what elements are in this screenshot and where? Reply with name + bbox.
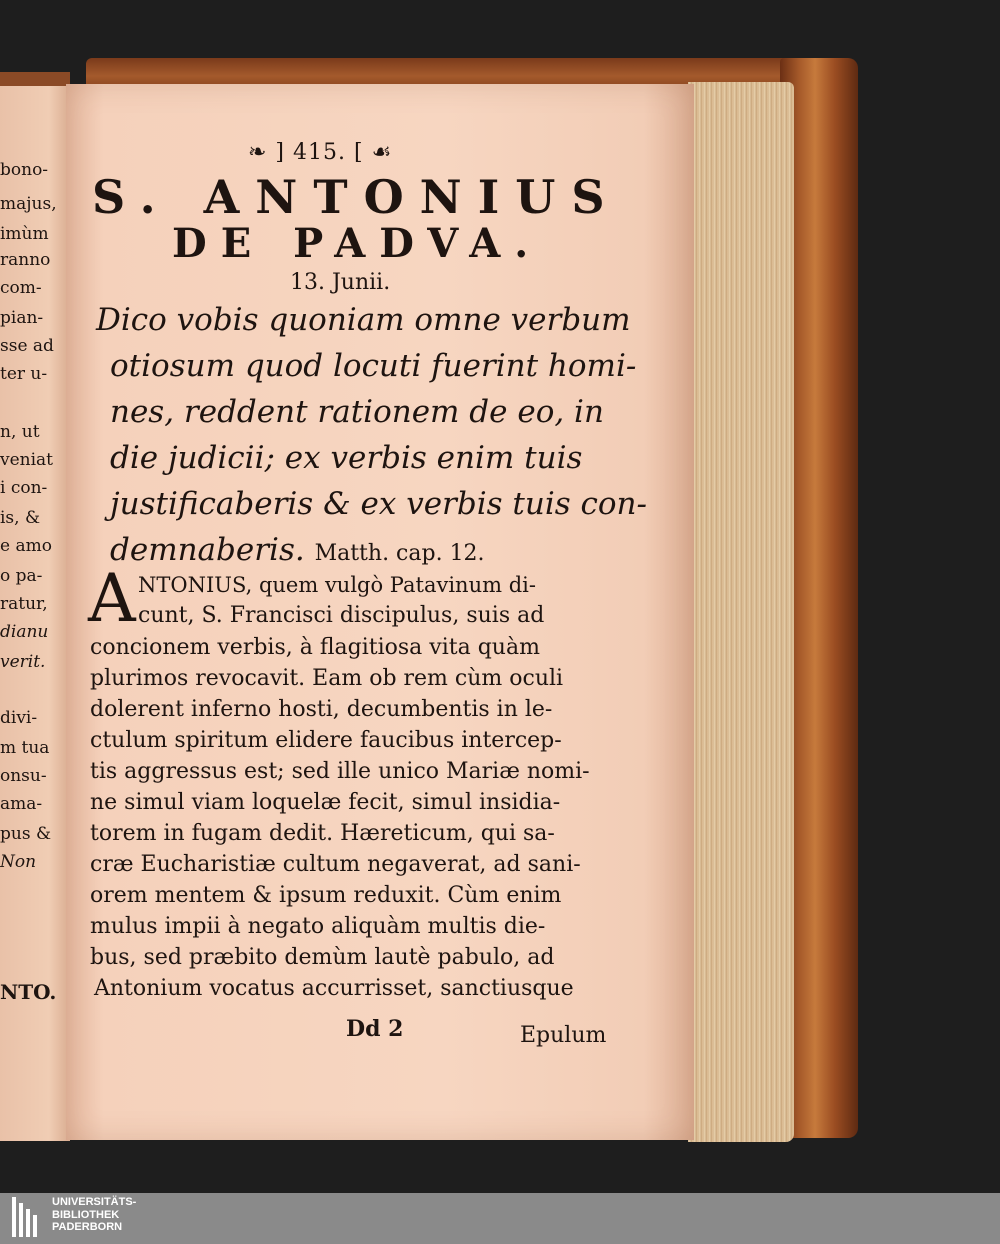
- page-title: S. ANTONIUS: [92, 170, 621, 224]
- left-page-line: is, &: [0, 508, 41, 528]
- body-line: bus, sed præbito demùm lautè pabulo, ad: [90, 945, 555, 970]
- body-line: torem in fugam dedit. Hæreticum, qui sa-: [90, 821, 555, 846]
- left-page-line: bono-: [0, 160, 49, 180]
- library-footer: [0, 1193, 1000, 1244]
- logo-line: PADERBORN: [52, 1221, 123, 1233]
- left-page-line: Non: [0, 852, 37, 872]
- body-line: cræ Eucharistiæ cultum negaverat, ad sani-: [90, 852, 581, 877]
- left-page-line: ratur,: [0, 594, 48, 614]
- drop-initial: A: [88, 560, 136, 637]
- body-line: tis aggressus est; sed ille unico Mariæ nomi-: [90, 759, 590, 784]
- left-page-line: n, ut: [0, 422, 40, 442]
- logo-line: BIBLIOTHEK: [52, 1208, 120, 1221]
- page-subtitle: DE PADVA.: [172, 220, 543, 267]
- feast-date: 13. Junii.: [290, 270, 391, 295]
- quote-line: die judicii; ex verbis enim tuis: [110, 440, 583, 476]
- left-page-line: imùm: [0, 224, 49, 244]
- body-line: Antonium vocatus accurrisset, sanctiusque: [94, 976, 574, 1001]
- body-line: ctulum spiritum elidere faucibus intercep-: [90, 728, 562, 753]
- library-logo-icon: [12, 1197, 42, 1237]
- body-line: cunt, S. Francisci discipulus, suis ad: [138, 603, 545, 628]
- fleuron-left-icon: ❧ ]: [248, 140, 286, 165]
- left-page-line: pus &: [0, 824, 52, 844]
- left-page-line: pian-: [0, 308, 44, 328]
- signature-mark: Dd 2: [346, 1016, 404, 1042]
- left-page-line: dianu: [0, 622, 49, 642]
- quote-closing-line: [110, 530, 485, 574]
- left-page-line: ranno: [0, 250, 51, 270]
- body-line: orem mentem & ipsum reduxit. Cùm enim: [90, 883, 562, 908]
- left-page-line: ama-: [0, 794, 43, 814]
- body-line: dolerent inferno hosti, decumbentis in le-: [90, 697, 553, 722]
- left-page-line: verit.: [0, 652, 46, 672]
- left-page-line: majus,: [0, 194, 57, 214]
- body-line: mulus impii à negato aliquàm multis die-: [90, 914, 546, 939]
- body-line: ne simul viam loquelæ fecit, simul insidia-: [90, 790, 561, 815]
- page-edges: [688, 82, 794, 1142]
- running-head: [248, 140, 392, 165]
- left-page-line: i con-: [0, 478, 48, 498]
- quote-line: nes, reddent rationem de eo, in: [110, 394, 604, 430]
- page-number: 415.: [293, 140, 346, 165]
- quote-last-word: demnaberis.: [110, 532, 305, 568]
- left-page-line: onsu-: [0, 766, 47, 786]
- left-page-line: ter u-: [0, 364, 48, 384]
- left-page-line: sse ad: [0, 336, 54, 356]
- left-page-line: m tua: [0, 738, 50, 758]
- left-page-line: NTO.: [0, 980, 57, 1004]
- catchword: Epulum: [520, 1023, 607, 1048]
- left-page-line: e amo: [0, 536, 52, 556]
- library-logo-text: [52, 1196, 136, 1234]
- quote-line: otiosum quod locuti fuerint homi-: [110, 348, 637, 384]
- quote-line: Dico vobis quoniam omne verbum: [96, 302, 631, 338]
- logo-line: UNIVERSITÄTS-: [52, 1196, 137, 1208]
- quote-reference: Matth. cap. 12.: [314, 541, 485, 566]
- body-line: plurimos revocavit. Eam ob rem cùm oculi: [90, 666, 564, 691]
- left-page-line: com-: [0, 278, 42, 298]
- body-line: NTONIUS, quem vulgò Patavinum di-: [138, 573, 536, 597]
- left-facing-page: [0, 86, 70, 1141]
- fleuron-right-icon: [ ☙: [354, 140, 393, 165]
- left-page-line: veniat: [0, 450, 54, 470]
- left-page-line: o pa-: [0, 566, 43, 586]
- body-line: concionem verbis, à flagitiosa vita quàm: [90, 635, 540, 660]
- left-page-line: divi-: [0, 708, 38, 728]
- quote-line: justificaberis & ex verbis tuis con-: [110, 486, 647, 522]
